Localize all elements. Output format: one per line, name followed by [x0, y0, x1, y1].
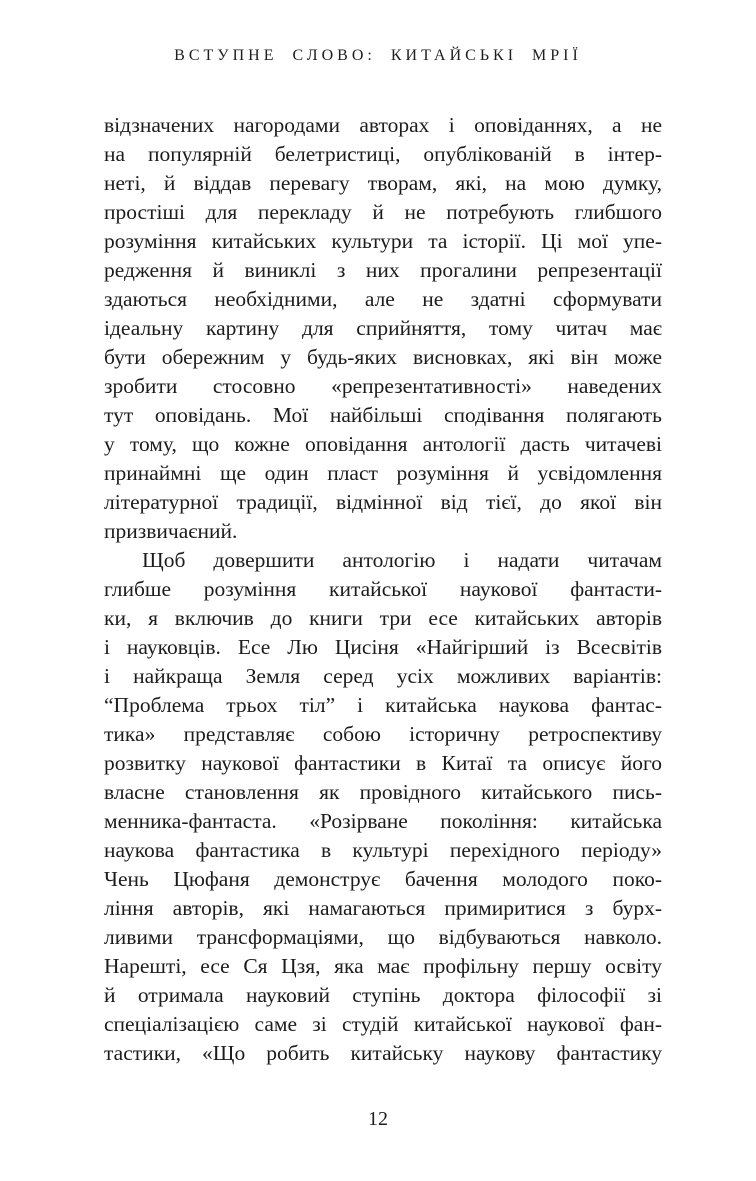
- text-line: тика» представляє собою історичну ретроспективу: [104, 722, 662, 746]
- text-line: призвичаєний.: [104, 519, 238, 543]
- text-line: тастики, «Що робить китайську наукову фантастику: [104, 1041, 662, 1065]
- text-line: і науковців. Есе Лю Цисіня «Найгірший із Всесвітів: [104, 635, 662, 659]
- text-line: спеціалізацією саме зі студій китайської наукової фан-: [104, 1012, 662, 1036]
- text-line: неті, й віддав перевагу творам, які, на мою думку,: [104, 171, 662, 195]
- text-line: Нарешті, есе Ся Цзя, яка має профільну першу освіту: [104, 954, 662, 978]
- text-line: літературної традиції, відмінної від тієї, до якої він: [104, 490, 662, 514]
- text-line: власне становлення як провідного китайського пись-: [104, 780, 662, 804]
- text-line: на популярній белетристиці, опублікованій в інтер-: [104, 142, 662, 166]
- text-line: розвитку наукової фантастики в Китаї та описує його: [104, 751, 662, 775]
- paragraph: [104, 111, 662, 546]
- page-number: 12: [368, 1108, 388, 1130]
- text-line: наукова фантастика в культурі перехідного періоду»: [104, 838, 662, 862]
- text-line: менника-фантаста. «Розірване покоління: китайська: [104, 809, 662, 833]
- text-line: і найкраща Земля серед усіх можливих варіантів:: [104, 664, 662, 688]
- text-line: здаються необхідними, але не здатні сформувати: [104, 287, 662, 311]
- text-line: бути обережним у будь-яких висновках, які він може: [104, 345, 662, 369]
- text-line: глибше розуміння китайської наукової фантасти-: [104, 577, 662, 601]
- text-line: розуміння китайських культури та історії. Ці мої упе-: [104, 229, 662, 253]
- text-line: тут оповідань. Мої найбільші сподівання полягають: [104, 403, 662, 427]
- text-line: ки, я включив до книги три есе китайських авторів: [104, 606, 662, 630]
- paragraph: [104, 546, 662, 1068]
- text-line: зробити стосовно «репрезентативності» наведених: [104, 374, 662, 398]
- text-line: “Проблема трьох тіл” і китайська наукова фантас-: [104, 693, 662, 717]
- text-line: у тому, що кожне оповідання антології дасть читачеві: [104, 432, 662, 456]
- text-line: редження й виниклі з них прогалини репрезентації: [104, 258, 662, 282]
- text-line: ління авторів, які намагаються примиритися з бурх-: [104, 896, 662, 920]
- text-line: відзначених нагородами авторах і оповіданнях, а не: [104, 113, 662, 137]
- text-line: Чень Цюфаня демонструє бачення молодого поко-: [104, 867, 662, 891]
- text-block: [104, 111, 662, 1068]
- text-line: простіші для перекладу й не потребують глибшого: [104, 200, 662, 224]
- text-line: Щоб довершити антологію і надати читачам: [142, 548, 662, 572]
- text-line: й отримала науковий ступінь доктора філософії зі: [104, 983, 662, 1007]
- text-line: ідеальну картину для сприйняття, тому читач має: [104, 316, 662, 340]
- text-line: ливими трансформаціями, що відбуваються навколо.: [104, 925, 662, 949]
- running-header: ВСТУПНЕ СЛОВО: КИТАЙСЬКІ МРІЇ: [174, 47, 582, 64]
- text-line: принаймні ще один пласт розуміння й усвідомлення: [104, 461, 662, 485]
